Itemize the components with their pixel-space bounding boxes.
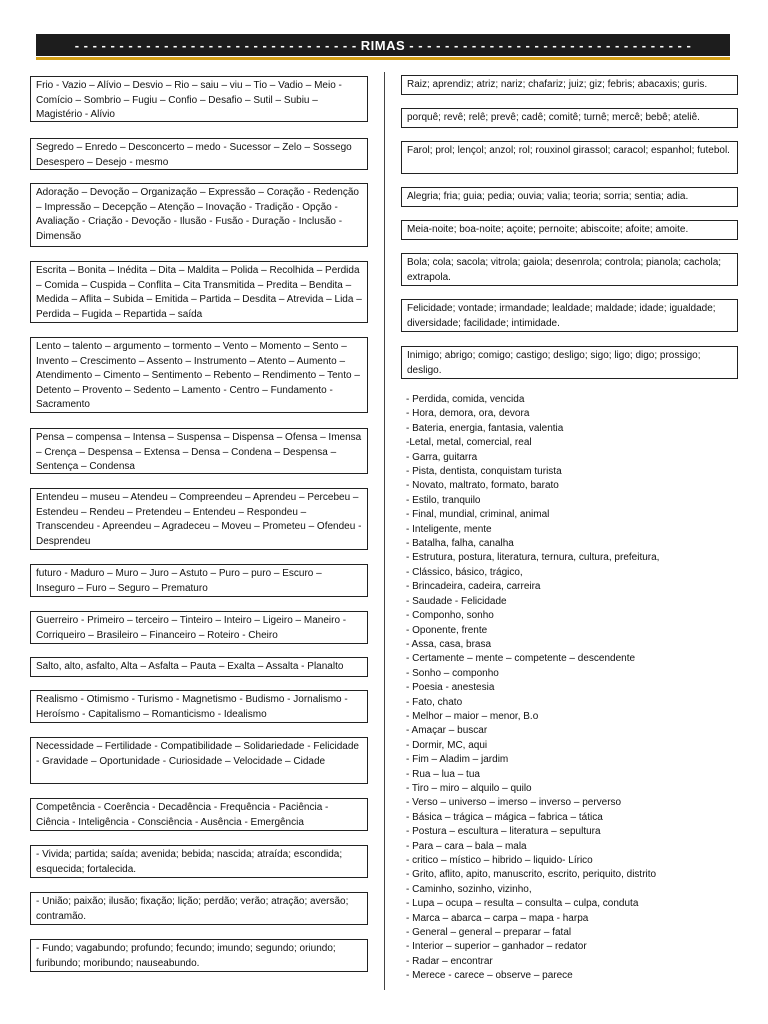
column-divider bbox=[384, 72, 385, 990]
list-item: - Saudade - Felicidade bbox=[406, 595, 507, 607]
list-item: - Estilo, tranquilo bbox=[406, 494, 481, 506]
list-item: - Batalha, falha, canalha bbox=[406, 538, 514, 550]
rhyme-box-left-3: Adoração – Devoção – Organização – Expressão – Coração - Redenção – Impressão – Decepção – Atenção – Inovação - Tradição - Opção - Avaliação - Criação - Devoção - Ilusão - Fusão - Duração - Inclusão - Dimensão bbox=[30, 183, 368, 247]
list-item: - Sonho – componho bbox=[406, 667, 499, 679]
list-item: - Assa, casa, brasa bbox=[406, 638, 492, 650]
list-item: - General – general – preparar – fatal bbox=[406, 927, 572, 939]
rhyme-box-right-2: porquê; revê; relê; prevê; cadê; comitê; turnê; mercê; bebê; ateliê. bbox=[401, 108, 738, 128]
list-item: - Tiro – miro – alquilo – quilo bbox=[406, 782, 532, 794]
list-item: - Para – cara – bala – mala bbox=[406, 840, 527, 852]
list-item: - Interior – superior – ganhador – redator bbox=[406, 941, 587, 953]
rhyme-box-left-12: Necessidade – Fertilidade - Compatibilidade – Solidariedade - Felicidade - Gravidade – Oportunidade - Curiosidade – Velocidade – Cidade bbox=[30, 737, 368, 784]
list-item: - Básica – trágica – mágica – fabrica – tática bbox=[406, 811, 603, 823]
list-item: - Componho, sonho bbox=[406, 610, 494, 622]
list-item: - Perdida, comida, vencida bbox=[406, 394, 525, 405]
rhyme-box-left-9: Guerreiro - Primeiro – terceiro – Tinteiro – Inteiro – Ligeiro – Maneiro - Corriqueiro – Brasileiro – Financeiro – Roteiro - Cheiro bbox=[30, 611, 368, 644]
list-item: - Verso – universo – imerso – inverso – perverso bbox=[406, 797, 622, 809]
list-item: - Radar – encontrar bbox=[406, 955, 493, 967]
list-item: - Marca – abarca – carpa – mapa - harpa bbox=[406, 912, 589, 924]
rhyme-list bbox=[406, 393, 736, 984]
list-item: -Letal, metal, comercial, real bbox=[406, 437, 532, 449]
list-item: - Melhor – maior – menor, B.o bbox=[406, 710, 539, 722]
rhyme-box-left-10: Salto, alto, asfalto, Alta – Asfalta – Pauta – Exalta – Assalta - Planalto bbox=[30, 657, 368, 677]
rhyme-box-right-3: Farol; prol; lençol; anzol; rol; rouxinol girassol; caracol; espanhol; futebol. bbox=[401, 141, 738, 174]
rhyme-box-right-5: Meia-noite; boa-noite; açoite; pernoite; abiscoite; afoite; amoite. bbox=[401, 220, 738, 240]
rhyme-box-right-8: Inimigo; abrigo; comigo; castigo; desligo; sigo; ligo; digo; prossigo; desligo. bbox=[401, 346, 738, 379]
list-item: - Postura – escultura – literatura – sepultura bbox=[406, 826, 601, 838]
list-item: - Clássico, básico, trágico, bbox=[406, 566, 523, 578]
list-item: - Bateria, energia, fantasia, valentia bbox=[406, 422, 564, 434]
list-item: - Garra, guitarra bbox=[406, 451, 478, 463]
list-item: - Caminho, sozinho, vizinho, bbox=[406, 883, 532, 895]
rhyme-box-right-7: Felicidade; vontade; irmandade; lealdade; maldade; idade; igualdade; diversidade; facilidade; intimidade. bbox=[401, 299, 738, 332]
rhyme-box-left-14: - Vivida; partida; saída; avenida; bebida; nascida; atraída; escondida; esquecida; fortalecida. bbox=[30, 845, 368, 878]
list-item: - Merece - carece – observe – parece bbox=[406, 970, 573, 982]
rhyme-box-left-15: - União; paixão; ilusão; fixação; lição; perdão; verão; atração; aversão; contramão. bbox=[30, 892, 368, 925]
page-title-bar bbox=[36, 34, 730, 56]
list-item: - Poesia - anestesia bbox=[406, 682, 495, 694]
rhyme-box-left-16: - Fundo; vagabundo; profundo; fecundo; imundo; segundo; oriundo; furibundo; moribundo; nauseabundo. bbox=[30, 939, 368, 972]
list-item: - Grito, aflito, apito, manuscrito, escrito, periquito, distrito bbox=[406, 869, 657, 881]
list-item: - Amaçar – buscar bbox=[406, 725, 488, 737]
list-item: - Estrutura, postura, literatura, ternura, cultura, prefeitura, bbox=[406, 552, 660, 564]
rhyme-box-left-2: Segredo – Enredo – Desconcerto – medo - Sucessor – Zelo – Sossego Desespero – Desejo - mesmo bbox=[30, 138, 368, 170]
rhyme-box-right-6: Bola; cola; sacola; vitrola; gaiola; desenrola; controla; pianola; cachola; extrapola. bbox=[401, 253, 738, 286]
list-item: - Rua – lua – tua bbox=[406, 768, 480, 780]
list-item: - Hora, demora, ora, devora bbox=[406, 408, 530, 420]
rhyme-box-right-1: Raiz; aprendiz; atriz; nariz; chafariz; juiz; giz; febris; abacaxis; guris. bbox=[401, 75, 738, 95]
list-item: - Final, mundial, criminal, animal bbox=[406, 509, 550, 521]
rhyme-box-left-8: futuro - Maduro – Muro – Juro – Astuto – Puro – puro – Escuro – Inseguro – Furo – Seguro – Prematuro bbox=[30, 564, 368, 597]
list-item: - Dormir, MC, aqui bbox=[406, 739, 488, 751]
title-underline bbox=[36, 57, 730, 60]
list-item: - Novato, maltrato, formato, barato bbox=[406, 480, 559, 492]
list-item: - Pista, dentista, conquistam turista bbox=[406, 466, 562, 478]
page-title: - - - - - - - - - - - - - - - - - - - - - - - - - - - - - - - - RIMAS - - - - - - - - - - - - - - - - - - - - - - - - - - - - - - - - bbox=[74, 37, 692, 53]
list-item: - Brincadeira, cadeira, carreira bbox=[406, 581, 541, 593]
list-item: - Fim – Aladim – jardim bbox=[406, 754, 509, 766]
rhyme-box-left-1: Frio - Vazio – Alívio – Desvio – Rio – saiu – viu – Tio – Vadio – Meio - Comício – Sombrio – Fugiu – Confio – Desafio – Sutil – Subiu – Magistério - Alívio bbox=[30, 76, 368, 122]
list-item: - Inteligente, mente bbox=[406, 523, 492, 535]
rhyme-box-left-7: Entendeu – museu – Atendeu – Compreendeu – Aprendeu – Percebeu – Estendeu – Rendeu – Pretendeu – Entendeu – Respondeu – Transcendeu - Apreendeu – Agradeceu – Moveu – Prometeu – Ofendeu - Desprendeu bbox=[30, 488, 368, 550]
list-item: - Lupa – ocupa – resulta – consulta – culpa, conduta bbox=[406, 898, 639, 910]
rhyme-box-right-4: Alegria; fria; guia; pedia; ouvia; valia; teoria; sorria; sentia; adia. bbox=[401, 187, 738, 207]
list-item: - Certamente – mente – competente – descendente bbox=[406, 653, 636, 665]
rhyme-box-left-4: Escrita – Bonita – Inédita – Dita – Maldita – Polida – Recolhida – Perdida – Comida – Cuspida – Conflita – Cita Transmitida – Predita – Bendita – Medida – Aflita – Subida – Emitida – Partida – Desdita – Atrevida – Lida – Perdida – Fugida – Repartida – saída bbox=[30, 261, 368, 323]
rhyme-box-left-13: Competência - Coerência - Decadência - Frequência - Paciência - Ciência - Inteligência - Consciência - Ausência - Emergência bbox=[30, 798, 368, 831]
rhyme-box-left-6: Pensa – compensa – Intensa – Suspensa – Dispensa – Ofensa – Imensa – Crença – Despensa – Extensa – Densa – Condena – Despensa – Sentença – Condensa bbox=[30, 428, 368, 474]
list-item: - Fato, chato bbox=[406, 696, 463, 708]
rhyme-box-left-11: Realismo - Otimismo - Turismo - Magnetismo - Budismo - Jornalismo - Heroísmo - Capitalismo – Romanticismo - Idealismo bbox=[30, 690, 368, 723]
list-item: - Oponente, frente bbox=[406, 624, 488, 636]
rhyme-box-left-5: Lento – talento – argumento – tormento – Vento – Momento – Sento – Invento – Crescimento – Assento – Instrumento – Atento – Aumento – Atendimento – Cimento – Sentimento – Rebento – Rendimento – Tento – Detento – Provento – Sedento – Lamento - Centro – Fundamento - Sacramento bbox=[30, 337, 368, 413]
list-item: - critico – místico – hibrido – liquido- Lírico bbox=[406, 855, 593, 866]
